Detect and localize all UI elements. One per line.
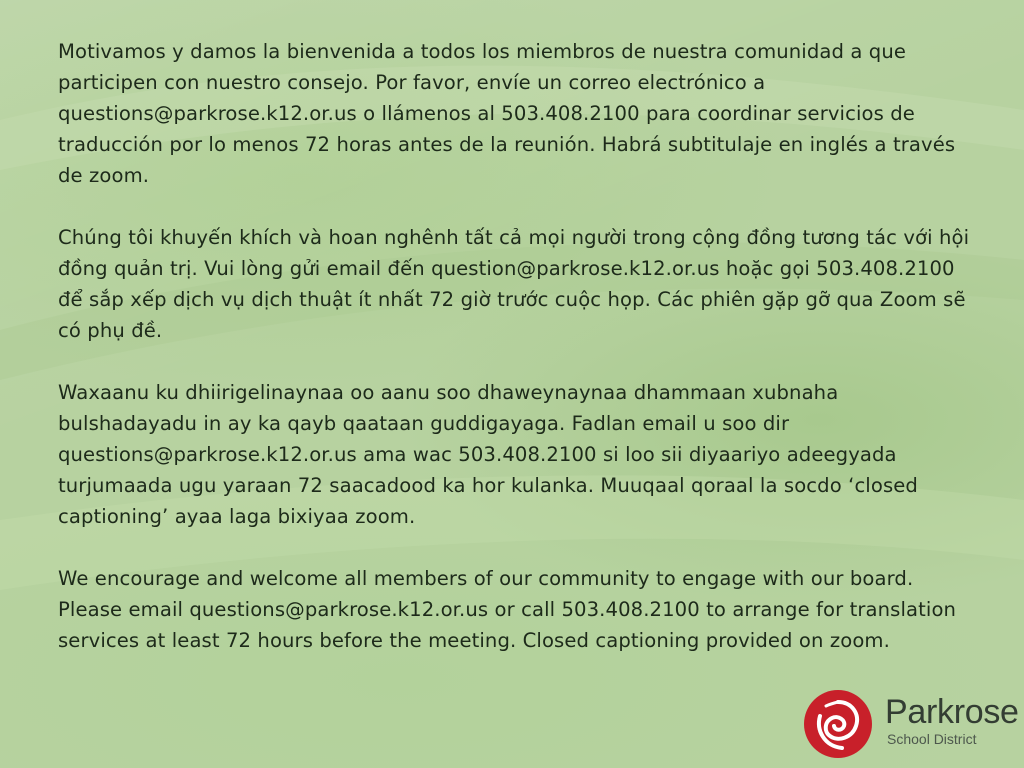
logo-subtitle: School District (887, 731, 977, 747)
paragraph-english: We encourage and welcome all members of our community to engage with our board. Please email questions@parkrose.k12.or.us or call 503.408.2100 to arrange for translation services at least 72 hours before the meeting. Closed captioning provided on zoom. (58, 567, 957, 652)
parkrose-logo (802, 688, 1017, 758)
logo-name: Parkrose (885, 693, 1019, 731)
paragraph-spanish: Motivamos y damos la bienvenida a todos los miembros de nuestra comunidad a que participen con nuestro consejo. Por favor, envíe un correo electrónico a questions@parkrose.k12.or.us o llámenos al 503.408.2100 para coordinar servicios de traducción por lo menos 72 horas antes de la reunión. Habrá subtitulaje en inglés a través de zoom. (58, 40, 956, 187)
paragraph-somali: Waxaanu ku dhiirigelinaynaa oo aanu soo dhaweynaynaa dhammaan xubnaha bulshadayadu in ay ka qayb qaataan guddigayaga. Fadlan email u soo dir questions@parkrose.k12.or.us ama wac 503.408.2100 si loo sii diyaariyo adeegyada turjumaada ugu yaraan 72 saacadood ka hor kulanka. Muuqaal qoraal la socdo ‘closed captioning’ ayaa laga bixiyaa zoom. (58, 381, 918, 528)
notice-text (58, 36, 978, 687)
rose-icon (802, 688, 874, 760)
paragraph-vietnamese: Chúng tôi khuyến khích và hoan nghênh tất cả mọi người trong cộng đồng tương tác với hội đồng quản trị. Vui lòng gửi email đến question@parkrose.k12.or.us hoặc gọi 503.408.2100 để sắp xếp dịch vụ dịch thuật ít nhất 72 giờ trước cuộc họp. Các phiên gặp gỡ qua Zoom sẽ có phụ đề. (58, 226, 970, 342)
